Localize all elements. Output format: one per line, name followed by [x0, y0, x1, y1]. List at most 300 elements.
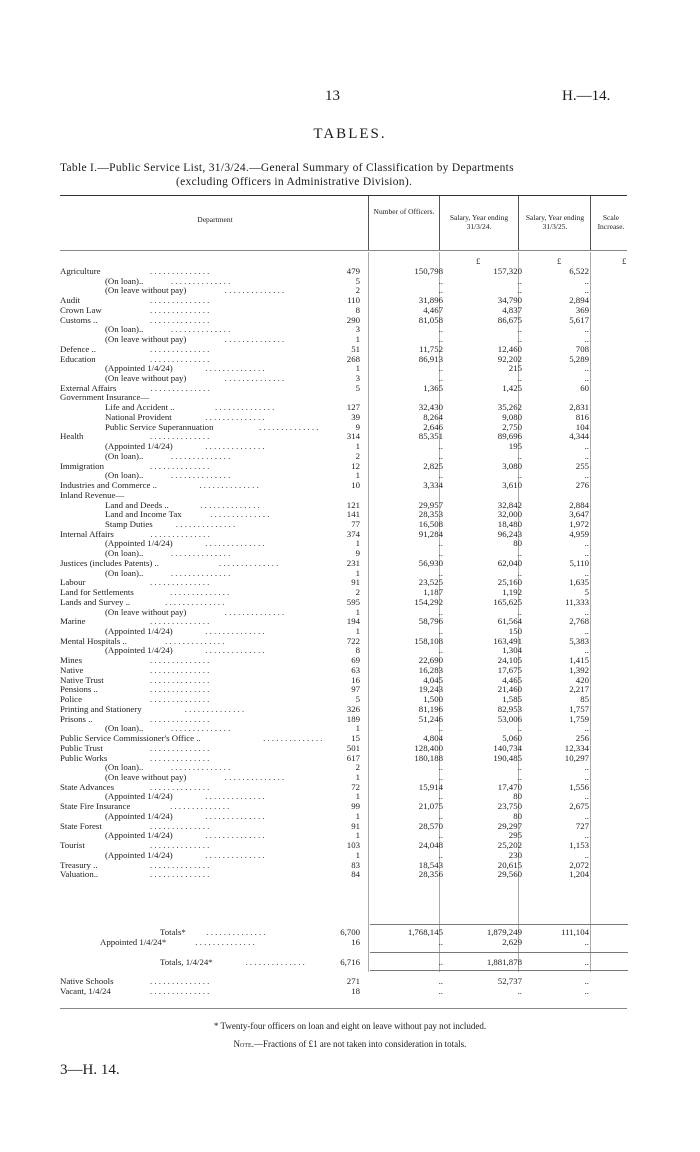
department-name: Inland Revenue—	[60, 489, 125, 500]
scale-increase: 255	[575, 460, 589, 471]
leader-dots: . . . . . . . . . . . . . .	[170, 567, 231, 578]
scale-increase: 1,392	[569, 664, 589, 675]
table-row	[0, 821, 700, 831]
leader-dots: . . . . . . . . . . . . . .	[170, 275, 231, 286]
leader-dots: . . . . . . . . . . . . . .	[150, 295, 210, 306]
leader-dots: . . . . . . . . . . . . . .	[199, 480, 259, 491]
department-name: Industries and Commerce ..	[60, 480, 157, 491]
salary-1925: 5,060	[502, 733, 522, 744]
salary-1925: 1,192	[502, 587, 522, 598]
scale-increase: ..	[584, 957, 589, 967]
scale-increase: 60	[580, 382, 589, 393]
leader-dots: . . . . . . . . . . . . . .	[224, 334, 285, 345]
table-row	[0, 431, 700, 441]
officers-count: 12	[351, 460, 360, 471]
salary-1924: 11,752	[419, 343, 443, 354]
scale-increase: ..	[584, 441, 589, 452]
department-name: Printing and Stationery	[60, 703, 142, 714]
salary-1924: ..	[438, 324, 443, 335]
officers-count: 5	[355, 694, 360, 705]
salary-1924: ..	[438, 771, 443, 782]
department-name: State Fire Insurance	[60, 801, 131, 812]
officers-count: 1	[355, 606, 360, 617]
officers-count: 3	[355, 373, 360, 384]
scale-increase: 727	[575, 820, 589, 831]
officers-count: 1	[355, 810, 360, 821]
leader-dots: . . . . . . . . . . . . . .	[205, 849, 265, 860]
leader-dots: . . . . . . . . . . . . . .	[215, 402, 275, 413]
officers-count: 290	[346, 314, 360, 325]
department-name: Internal Affairs	[60, 528, 114, 539]
table-caption-line2: (excluding Officers in Administrative Division).	[176, 176, 413, 188]
table-row	[0, 295, 700, 305]
header-salary-1925: Salary, Year ending 31/3/25.	[525, 213, 585, 231]
table-row	[0, 363, 700, 373]
salary-1925: 82,953	[497, 703, 522, 714]
salary-1925: 62,040	[497, 557, 522, 568]
officers-count: 595	[346, 596, 360, 607]
salary-1924: 85,351	[418, 431, 443, 442]
leader-dots: . . . . . . . . . . . . . .	[170, 801, 230, 812]
salary-1925: 4,465	[502, 674, 522, 685]
scale-increase: 2,768	[569, 616, 589, 627]
leader-dots: . . . . . . . . . . . . . .	[224, 285, 285, 296]
scale-increase: 816	[575, 411, 589, 422]
table-row	[0, 500, 700, 510]
leader-dots: . . . . . . . . . . . . . .	[205, 791, 265, 802]
scale-increase: ..	[584, 645, 589, 656]
leader-dots: . . . . . . . . . . . . . .	[170, 587, 230, 598]
scale-increase: 5,617	[569, 314, 589, 325]
salary-1925: 61,564	[497, 616, 522, 627]
salary-1925: 24,105	[497, 655, 522, 666]
table-row	[0, 772, 700, 782]
table-row	[0, 597, 700, 607]
leader-dots: . . . . . . . . . . . . . .	[150, 976, 210, 986]
salary-1924: 8,264	[423, 411, 443, 422]
salary-1924: ..	[438, 791, 443, 802]
salary-1925: 86,675	[497, 314, 522, 325]
salary-1925: 32,842	[497, 499, 522, 510]
salary-1925: 150	[508, 626, 522, 636]
department-name: Lands and Survey ..	[60, 596, 131, 607]
table-row	[0, 665, 700, 675]
scale-increase: 1,415	[569, 655, 589, 666]
scale-increase: ..	[584, 986, 589, 996]
table-row	[0, 986, 700, 996]
scale-increase: ..	[584, 791, 589, 802]
department-name: Labour	[60, 577, 86, 588]
salary-1925: 2,629	[502, 937, 522, 947]
salary-1925: 80	[513, 810, 522, 821]
scale-increase: ..	[584, 538, 589, 549]
salary-1924: ..	[438, 937, 443, 947]
table-row	[0, 976, 700, 986]
department-name: State Advances	[60, 781, 114, 792]
scale-increase: ..	[584, 470, 589, 481]
leader-dots: . . . . . . . . . . . . . .	[224, 373, 285, 384]
salary-1925: 140,734	[493, 742, 522, 753]
salary-1925: 52,737	[497, 976, 522, 986]
scale-increase: 1,635	[569, 577, 589, 588]
leader-dots: . . . . . . . . . . . . . .	[224, 606, 285, 617]
table-row	[0, 869, 700, 879]
salary-1924: 32,430	[418, 402, 443, 413]
leader-dots: . . . . . . . . . . . . . .	[205, 363, 265, 374]
department-name: Totals, 1/4/24*	[160, 957, 213, 967]
salary-1925: ..	[517, 606, 522, 617]
department-name: (On leave without pay)	[105, 285, 187, 296]
scale-increase: 12,334	[564, 742, 589, 753]
salary-1925: 23,750	[497, 801, 522, 812]
leader-dots: . . . . . . . . . . . . . .	[150, 353, 210, 364]
table-row	[0, 607, 700, 617]
department-name: Native Schools	[60, 976, 114, 986]
department-name: Stamp Duties	[105, 518, 153, 529]
department-name: (On loan)..	[105, 723, 144, 734]
salary-1925: 96,243	[497, 528, 522, 539]
salary-1925: 215	[508, 363, 522, 374]
officers-count: 3	[355, 324, 360, 335]
officers-count: 1	[355, 723, 360, 734]
scale-increase: ..	[584, 334, 589, 345]
salary-1925: 1,304	[502, 645, 522, 656]
scale-increase: 369	[575, 304, 589, 315]
salary-1924: 81,196	[418, 703, 443, 714]
salary-1924: 18,543	[418, 859, 443, 870]
leader-dots: . . . . . . . . . . . . . .	[205, 411, 265, 422]
salary-1925: 25,202	[497, 840, 522, 851]
department-name: (Appointed 1/4/24)	[105, 441, 173, 452]
scale-increase: 5,289	[569, 353, 589, 364]
department-name: (On loan)..	[105, 762, 144, 773]
salary-1925: 80	[513, 538, 522, 549]
salary-1924: ..	[438, 450, 443, 461]
leader-dots: . . . . . . . . . . . . . .	[150, 577, 210, 588]
salary-1925: 53,006	[497, 713, 522, 724]
leader-dots: . . . . . . . . . . . . . .	[150, 304, 210, 315]
table-row	[0, 694, 700, 704]
salary-1925: 195	[508, 441, 522, 452]
department-name: Vacant, 1/4/24	[60, 986, 111, 996]
scale-increase: ..	[584, 830, 589, 841]
department-name: Treasury ..	[60, 859, 98, 870]
salary-1925: 29,297	[497, 820, 522, 831]
department-name: State Forest	[60, 820, 102, 831]
salary-1924: ..	[438, 470, 443, 481]
salary-1925: 20,615	[497, 859, 522, 870]
officers-count: 2	[355, 285, 360, 296]
scale-increase: 1,759	[569, 713, 589, 724]
leader-dots: . . . . . . . . . . . . . .	[205, 830, 265, 841]
table-row	[0, 276, 700, 286]
department-name: Justices (includes Patents) ..	[60, 557, 159, 568]
leader-dots: . . . . . . . . . . . . . .	[205, 441, 265, 452]
footnote: * Twenty-four officers on loan and eight on leave without pay not included.	[213, 1021, 487, 1031]
salary-1924: 4,804	[423, 733, 443, 744]
table-row	[0, 383, 700, 393]
salary-1924: ..	[438, 373, 443, 384]
scale-increase: 1,972	[569, 518, 589, 529]
leader-dots: . . . . . . . . . . . . . .	[150, 820, 210, 831]
salary-1924: ..	[438, 285, 443, 296]
officers-count: 1	[355, 538, 360, 549]
department-name: Immigration	[60, 460, 104, 471]
salary-1925: ..	[517, 275, 522, 286]
header-officers: Number of Officers.	[373, 207, 435, 216]
department-name: (Appointed 1/4/24)	[105, 849, 173, 860]
leader-dots: . . . . . . . . . . . . . .	[245, 957, 305, 967]
leader-dots: . . . . . . . . . . . . . .	[184, 703, 245, 714]
department-name: Land and Income Tax	[105, 509, 182, 520]
salary-1924: ..	[438, 334, 443, 345]
table-row	[0, 675, 700, 685]
table-row	[0, 422, 700, 432]
scale-increase: ..	[584, 324, 589, 335]
salary-1924: 2,646	[423, 421, 443, 432]
grand-total-rule-bottom	[370, 970, 628, 971]
salary-1924: 15,914	[418, 781, 443, 792]
salary-1924: ..	[438, 548, 443, 559]
leader-dots: . . . . . . . . . . . . . .	[170, 450, 231, 461]
leader-dots: . . . . . . . . . . . . . .	[165, 635, 225, 646]
table-row	[0, 529, 700, 539]
scale-increase: 2,894	[569, 295, 589, 306]
table-row	[0, 461, 700, 471]
leader-dots: . . . . . . . . . . . . . .	[205, 626, 265, 636]
officers-count: 9	[355, 548, 360, 559]
scale-increase: 5	[584, 587, 589, 598]
officers-count: 121	[346, 499, 360, 510]
scale-increase: ..	[584, 275, 589, 286]
officers-count: 16	[351, 674, 360, 685]
scale-increase: 4,344	[569, 431, 589, 442]
department-name: (On loan)..	[105, 324, 144, 335]
scale-increase: 3,647	[569, 509, 589, 520]
salary-1924: 51,246	[418, 713, 443, 724]
note-label: Note.	[233, 1039, 254, 1049]
officers-count: 72	[351, 781, 360, 792]
officers-count: 271	[346, 976, 360, 986]
table-row	[0, 441, 700, 451]
officers-count: 479	[346, 266, 360, 276]
department-name: (On leave without pay)	[105, 771, 187, 782]
department-name: Native Trust	[60, 674, 104, 685]
salary-1924: 1,500	[423, 694, 443, 705]
leader-dots: . . . . . . . . . . . . . .	[150, 752, 210, 763]
salary-1925: 25,160	[497, 577, 522, 588]
totals-rule	[370, 924, 628, 925]
table-row	[0, 782, 700, 792]
department-name: Public Trust	[60, 742, 103, 753]
leader-dots: . . . . . . . . . . . . . .	[150, 869, 210, 880]
scale-increase: ..	[584, 771, 589, 782]
leader-dots: . . . . . . . . . . . . . .	[150, 266, 210, 276]
officers-count: 10	[351, 480, 360, 491]
table-row	[0, 753, 700, 763]
salary-1924: 91,284	[418, 528, 443, 539]
currency-symbol: £	[557, 256, 562, 266]
leader-dots: . . . . . . . . . . . . . .	[150, 314, 210, 325]
officers-count: 2	[355, 762, 360, 773]
salary-1925: 35,262	[497, 402, 522, 413]
salary-1924: 1,187	[423, 587, 443, 598]
salary-1924: ..	[438, 830, 443, 841]
salary-1924: 28,353	[418, 509, 443, 520]
header-department: Department	[197, 215, 233, 224]
salary-1925: 1,425	[502, 382, 522, 393]
table-row	[0, 850, 700, 860]
leader-dots: . . . . . . . . . . . . . .	[150, 684, 210, 695]
table-row	[0, 373, 700, 383]
salary-1925: ..	[517, 334, 522, 345]
salary-1924: ..	[438, 626, 443, 636]
table-row	[0, 762, 700, 772]
salary-1924: 29,957	[418, 499, 443, 510]
salary-1924: ..	[438, 363, 443, 374]
salary-1924: 19,243	[418, 684, 443, 695]
officers-count: 18	[351, 986, 360, 996]
salary-1924: ..	[438, 645, 443, 656]
table-row	[0, 830, 700, 840]
table-row	[0, 451, 700, 461]
salary-1924: 81,058	[418, 314, 443, 325]
table-row	[0, 392, 700, 402]
salary-1925: 9,080	[502, 411, 522, 422]
salary-1924: 24,048	[418, 840, 443, 851]
leader-dots: . . . . . . . . . . . . . .	[224, 771, 285, 782]
table-row	[0, 509, 700, 519]
salary-1925: 3,610	[502, 480, 522, 491]
table-row	[0, 334, 700, 344]
officers-count: 84	[351, 869, 360, 880]
officers-count: 6,700	[340, 927, 360, 937]
table-row	[0, 480, 700, 490]
table-row	[0, 937, 700, 947]
leader-dots: . . . . . . . . . . . . . .	[205, 645, 265, 656]
department-name: Totals*	[160, 927, 186, 937]
salary-1924: 16,508	[418, 518, 443, 529]
header-scale-increase: Scale Increase.	[597, 213, 625, 231]
leader-dots: . . . . . . . . . . . . . .	[170, 762, 231, 773]
officers-count: 326	[346, 703, 360, 714]
salary-1925: ..	[517, 373, 522, 384]
scale-increase: 420	[575, 674, 589, 685]
leader-dots: . . . . . . . . . . . . . .	[259, 421, 319, 432]
salary-1924: 128,400	[414, 742, 443, 753]
department-name: (Appointed 1/4/24)	[105, 791, 173, 802]
scale-increase: 11,333	[565, 596, 589, 607]
currency-symbol: £	[476, 256, 481, 266]
officers-count: 63	[351, 664, 360, 675]
table-row	[0, 636, 700, 646]
salary-1925: 295	[508, 830, 522, 841]
department-name: (Appointed 1/4/24)	[105, 363, 173, 374]
department-name: Tourist	[60, 840, 85, 851]
department-name: Government Insurance—	[60, 392, 150, 403]
table-row	[0, 519, 700, 529]
officers-count: 1	[355, 771, 360, 782]
officers-count: 110	[347, 295, 360, 306]
salary-1925: ..	[517, 762, 522, 773]
salary-1924: ..	[438, 957, 443, 967]
salary-1924: 1,768,145	[407, 927, 443, 937]
salary-1924: ..	[438, 849, 443, 860]
scale-increase: ..	[584, 762, 589, 773]
scale-increase: 5,110	[569, 557, 589, 568]
officers-count: 231	[346, 557, 360, 568]
officers-count: 5	[355, 275, 360, 286]
header-salary-1924: Salary, Year ending 31/3/24.	[449, 213, 509, 231]
salary-1924: 16,283	[418, 664, 443, 675]
officers-count: 2	[355, 450, 360, 461]
officers-count: 189	[346, 713, 360, 724]
scale-increase: ..	[584, 606, 589, 617]
note	[0, 1039, 700, 1049]
leader-dots: . . . . . . . . . . . . . .	[150, 986, 210, 996]
scale-increase: 85	[580, 694, 589, 705]
officers-count: 1	[355, 334, 360, 345]
scale-increase: 276	[575, 480, 589, 491]
table-row	[0, 305, 700, 315]
table-row	[0, 558, 700, 568]
leader-dots: . . . . . . . . . . . . . .	[150, 664, 210, 675]
scale-increase: 4,959	[569, 528, 589, 539]
table-row	[0, 860, 700, 870]
leader-dots: . . . . . . . . . . . . . .	[150, 840, 210, 851]
department-name: (On loan)..	[105, 548, 144, 559]
leader-dots: . . . . . . . . . . . . . .	[205, 538, 265, 549]
salary-1924: 28,570	[418, 820, 443, 831]
department-name: Native	[60, 664, 84, 675]
table-row	[0, 344, 700, 354]
grand-total-rule-top	[370, 952, 628, 953]
salary-1924: ..	[438, 606, 443, 617]
department-name: Public Service Commissioner's Office ..	[60, 733, 201, 744]
leader-dots: . . . . . . . . . . . . . .	[170, 470, 231, 481]
table-row	[0, 743, 700, 753]
department-name: (Appointed 1/4/24)	[105, 830, 173, 841]
department-name: Audit	[60, 295, 81, 306]
salary-1924: 22,690	[418, 655, 443, 666]
salary-1924: ..	[438, 567, 443, 578]
salary-1925: 3,080	[502, 460, 522, 471]
officers-count: 1	[355, 849, 360, 860]
salary-1924: 23,525	[418, 577, 443, 588]
department-name: External Affairs	[60, 382, 117, 393]
salary-1925: 34,790	[497, 295, 522, 306]
officers-count: 6,716	[340, 957, 360, 967]
leader-dots: . . . . . . . . . . . . . .	[170, 723, 231, 734]
scale-increase: 1,757	[569, 703, 589, 714]
department-name: Prisons ..	[60, 713, 93, 724]
salary-1924: 21,075	[418, 801, 443, 812]
salary-1924: 58,796	[418, 616, 443, 627]
officers-count: 194	[346, 616, 360, 627]
salary-1925: ..	[517, 986, 522, 996]
table-row	[0, 957, 700, 967]
leader-dots: . . . . . . . . . . . . . .	[150, 431, 210, 442]
table-row	[0, 568, 700, 578]
table-row	[0, 927, 700, 937]
leader-dots: . . . . . . . . . . . . . .	[150, 343, 210, 354]
table-row	[0, 470, 700, 480]
salary-1925: 1,585	[502, 694, 522, 705]
salary-1924: ..	[438, 275, 443, 286]
department-name: Education	[60, 353, 96, 364]
table-row	[0, 801, 700, 811]
salary-1924: ..	[438, 538, 443, 549]
